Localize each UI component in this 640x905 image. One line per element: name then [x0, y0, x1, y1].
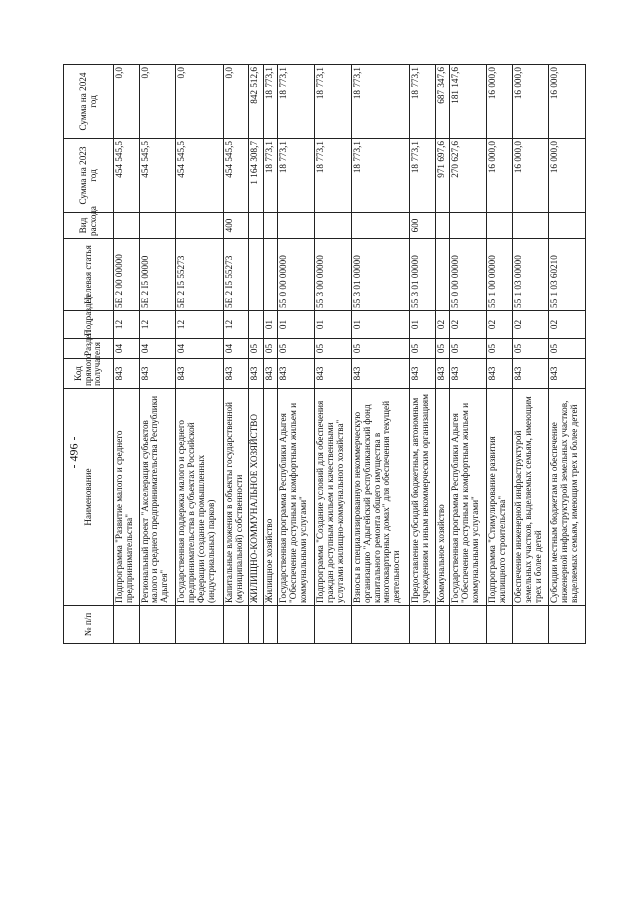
header-podrazdel: Подраздел [64, 311, 114, 339]
row-podrazdel: 02 [512, 311, 549, 339]
row-podrazdel [249, 311, 263, 339]
row-name: Государственная программа Республики Адыгея "Обеспечение доступным и комфортным жильем и коммунальными услугами" [450, 389, 487, 606]
row-sum-2024: 16 000,0 [549, 65, 586, 139]
row-num [263, 606, 277, 644]
row-num [223, 606, 249, 644]
row-name: Обеспечение инженерной инфраструктурой земельных участков, выделяемых семьям, имеющим трех и более детей [512, 389, 549, 606]
table-row [351, 65, 410, 644]
row-name: ЖИЛИЩНО-КОММУНАЛЬНОЕ ХОЗЯЙСТВО [249, 389, 263, 606]
row-num [314, 606, 351, 644]
row-name: Взносы в специализированную некоммерческую организацию "Адыгейский республиканский фонд капитального ремонта общего имущества в многоквартирных домах" для обеспечения текущей деятельности [351, 389, 410, 606]
row-sum-2024: 18 773,1 [351, 65, 410, 139]
row-num [114, 606, 140, 644]
row-sum-2023: 18 773,1 [278, 139, 315, 213]
row-podrazdel: 12 [223, 311, 249, 339]
row-expense-type [314, 213, 351, 239]
row-podrazdel: 02 [549, 311, 586, 339]
row-razdel: 05 [549, 339, 586, 359]
row-name: Государственная поддержка малого и среднего предпринимательства в субъектах Российской Федерации (создание промышленных (индустриальных) парков) [176, 389, 224, 606]
row-sum-2024: 0,0 [176, 65, 224, 139]
row-num [549, 606, 586, 644]
row-sum-2024: 0,0 [139, 65, 176, 139]
row-sum-2024: 18 773,1 [278, 65, 315, 139]
row-name: Жилищное хозяйство [263, 389, 277, 606]
row-sum-2023: 454 545,5 [139, 139, 176, 213]
row-target-article [249, 239, 263, 311]
row-sum-2023: 16 000,0 [487, 139, 513, 213]
row-code: 843 [436, 359, 450, 389]
row-code: 843 [487, 359, 513, 389]
row-num [176, 606, 224, 644]
row-code: 843 [263, 359, 277, 389]
table-row [512, 65, 549, 644]
row-podrazdel: 01 [410, 311, 436, 339]
row-num [487, 606, 513, 644]
budget-table-rotated [63, 65, 586, 644]
row-sum-2024: 16 000,0 [512, 65, 549, 139]
row-expense-type [176, 213, 224, 239]
row-sum-2024: 687 347,6 [436, 65, 450, 139]
row-target-article: 5Е 2 00 00000 [114, 239, 140, 311]
row-name: Подпрограмма "Создание условий для обеспечения граждан доступным жильем и качественными услугами жилищно-коммунального хозяйства" [314, 389, 351, 606]
table-body [114, 65, 586, 644]
row-razdel: 05 [410, 339, 436, 359]
row-sum-2023: 18 773,1 [314, 139, 351, 213]
table-row [139, 65, 176, 644]
row-podrazdel: 01 [314, 311, 351, 339]
table-row [436, 65, 450, 644]
row-sum-2024: 18 773,1 [314, 65, 351, 139]
row-expense-type [487, 213, 513, 239]
row-sum-2024: 18 773,1 [410, 65, 436, 139]
row-target-article: 55 1 03 60210 [549, 239, 586, 311]
table-row [450, 65, 487, 644]
table-row [223, 65, 249, 644]
row-target-article: 55 1 03 00000 [512, 239, 549, 311]
row-name: Капитальные вложения в объекты государственной (муниципальной) собственности [223, 389, 249, 606]
row-name: Государственная программа Республики Адыгея "Обеспечение доступным и комфортным жильем и коммунальными услугами" [278, 389, 315, 606]
row-expense-type [549, 213, 586, 239]
table-row [249, 65, 263, 644]
row-code: 843 [176, 359, 224, 389]
row-num [351, 606, 410, 644]
row-razdel: 05 [436, 339, 450, 359]
row-code: 843 [278, 359, 315, 389]
row-razdel: 05 [450, 339, 487, 359]
row-target-article: 5Е 2 I5 00000 [139, 239, 176, 311]
row-target-article [436, 239, 450, 311]
row-podrazdel: 02 [487, 311, 513, 339]
row-razdel: 04 [223, 339, 249, 359]
row-num [436, 606, 450, 644]
header-target-article: Целевая статья [64, 239, 114, 311]
table-row [549, 65, 586, 644]
row-code: 843 [351, 359, 410, 389]
row-sum-2023: 971 697,6 [436, 139, 450, 213]
row-podrazdel: 01 [263, 311, 277, 339]
row-sum-2023: 18 773,1 [410, 139, 436, 213]
row-razdel: 05 [249, 339, 263, 359]
row-name: Субсидии местным бюджетам на обеспечение инженерной инфраструктурой земельных участков, выделяемых семьям, имеющим трех и более детей [549, 389, 586, 606]
row-name: Региональный проект "Акселерация субъектов малого и среднего предпринимательства Республики Адыгея" [139, 389, 176, 606]
row-podrazdel: 02 [450, 311, 487, 339]
row-sum-2023: 270 627,6 [450, 139, 487, 213]
header-sum-2024: Сумма на 2024 год [64, 65, 114, 139]
row-sum-2024: 181 147,6 [450, 65, 487, 139]
row-name: Предоставление субсидий бюджетным, автономным учреждениям и иным некоммерческим организациям [410, 389, 436, 606]
row-num [512, 606, 549, 644]
row-sum-2023: 18 773,1 [351, 139, 410, 213]
row-sum-2023: 454 545,5 [223, 139, 249, 213]
table-row [278, 65, 315, 644]
row-razdel: 05 [487, 339, 513, 359]
row-expense-type [249, 213, 263, 239]
row-razdel: 05 [351, 339, 410, 359]
row-target-article: 55 3 01 00000 [351, 239, 410, 311]
row-code: 843 [314, 359, 351, 389]
row-sum-2023: 18 773,1 [263, 139, 277, 213]
row-razdel: 05 [263, 339, 277, 359]
row-razdel: 05 [314, 339, 351, 359]
row-code: 843 [139, 359, 176, 389]
row-code: 843 [549, 359, 586, 389]
row-name: Подпрограмма "Стимулирование развития жилищного строительства" [487, 389, 513, 606]
budget-table [63, 64, 586, 644]
row-name: Подпрограмма "Развитие малого и среднего предпринимательства" [114, 389, 140, 606]
row-target-article [263, 239, 277, 311]
row-expense-type [351, 213, 410, 239]
header-razdel: Раздел [64, 339, 114, 359]
row-expense-type [436, 213, 450, 239]
table-row [487, 65, 513, 644]
row-podrazdel: 02 [436, 311, 450, 339]
row-sum-2024: 16 000,0 [487, 65, 513, 139]
header-name: Наименование [64, 389, 114, 606]
row-num [249, 606, 263, 644]
row-target-article: 55 3 01 00000 [410, 239, 436, 311]
row-target-article: 55 3 00 00000 [314, 239, 351, 311]
row-target-article: 55 0 00 00000 [278, 239, 315, 311]
row-code: 843 [114, 359, 140, 389]
row-expense-type: 600 [410, 213, 436, 239]
row-expense-type: 400 [223, 213, 249, 239]
table-row [176, 65, 224, 644]
row-sum-2024: 18 773,1 [263, 65, 277, 139]
row-target-article: 5Е 2 I5 55273 [176, 239, 224, 311]
row-num [450, 606, 487, 644]
row-razdel: 04 [139, 339, 176, 359]
header-row [64, 65, 114, 644]
row-sum-2023: 1 164 308,7 [249, 139, 263, 213]
row-target-article: 55 0 00 00000 [450, 239, 487, 311]
header-sum-2023: Сумма на 2023 год [64, 139, 114, 213]
row-razdel: 04 [176, 339, 224, 359]
row-code: 843 [450, 359, 487, 389]
row-razdel: 05 [512, 339, 549, 359]
row-podrazdel: 12 [139, 311, 176, 339]
row-podrazdel: 01 [351, 311, 410, 339]
row-expense-type [450, 213, 487, 239]
row-sum-2023: 454 545,5 [176, 139, 224, 213]
row-sum-2023: 16 000,0 [512, 139, 549, 213]
row-num [278, 606, 315, 644]
table-row [263, 65, 277, 644]
page-number: - 496 - [66, 436, 81, 469]
row-code: 843 [410, 359, 436, 389]
table-row [114, 65, 140, 644]
table-row [314, 65, 351, 644]
header-expense-type: Вид расхода [64, 213, 114, 239]
row-num [410, 606, 436, 644]
row-expense-type [512, 213, 549, 239]
row-sum-2024: 0,0 [114, 65, 140, 139]
row-expense-type [278, 213, 315, 239]
row-code: 843 [223, 359, 249, 389]
row-razdel: 05 [278, 339, 315, 359]
row-expense-type [114, 213, 140, 239]
row-target-article: 5Е 2 I5 55273 [223, 239, 249, 311]
row-podrazdel: 01 [278, 311, 315, 339]
row-sum-2024: 0,0 [223, 65, 249, 139]
table-row [410, 65, 436, 644]
row-razdel: 04 [114, 339, 140, 359]
row-expense-type [139, 213, 176, 239]
row-code: 843 [512, 359, 549, 389]
row-sum-2023: 16 000,0 [549, 139, 586, 213]
row-podrazdel: 12 [176, 311, 224, 339]
row-name: Коммунальное хозяйство [436, 389, 450, 606]
header-code: Код прямого получателя [64, 359, 114, 389]
row-code: 843 [249, 359, 263, 389]
header-num: № п/п [64, 606, 114, 644]
row-sum-2023: 454 545,5 [114, 139, 140, 213]
row-target-article: 55 1 00 00000 [487, 239, 513, 311]
row-podrazdel: 12 [114, 311, 140, 339]
row-num [139, 606, 176, 644]
row-sum-2024: 842 512,6 [249, 65, 263, 139]
row-expense-type [263, 213, 277, 239]
